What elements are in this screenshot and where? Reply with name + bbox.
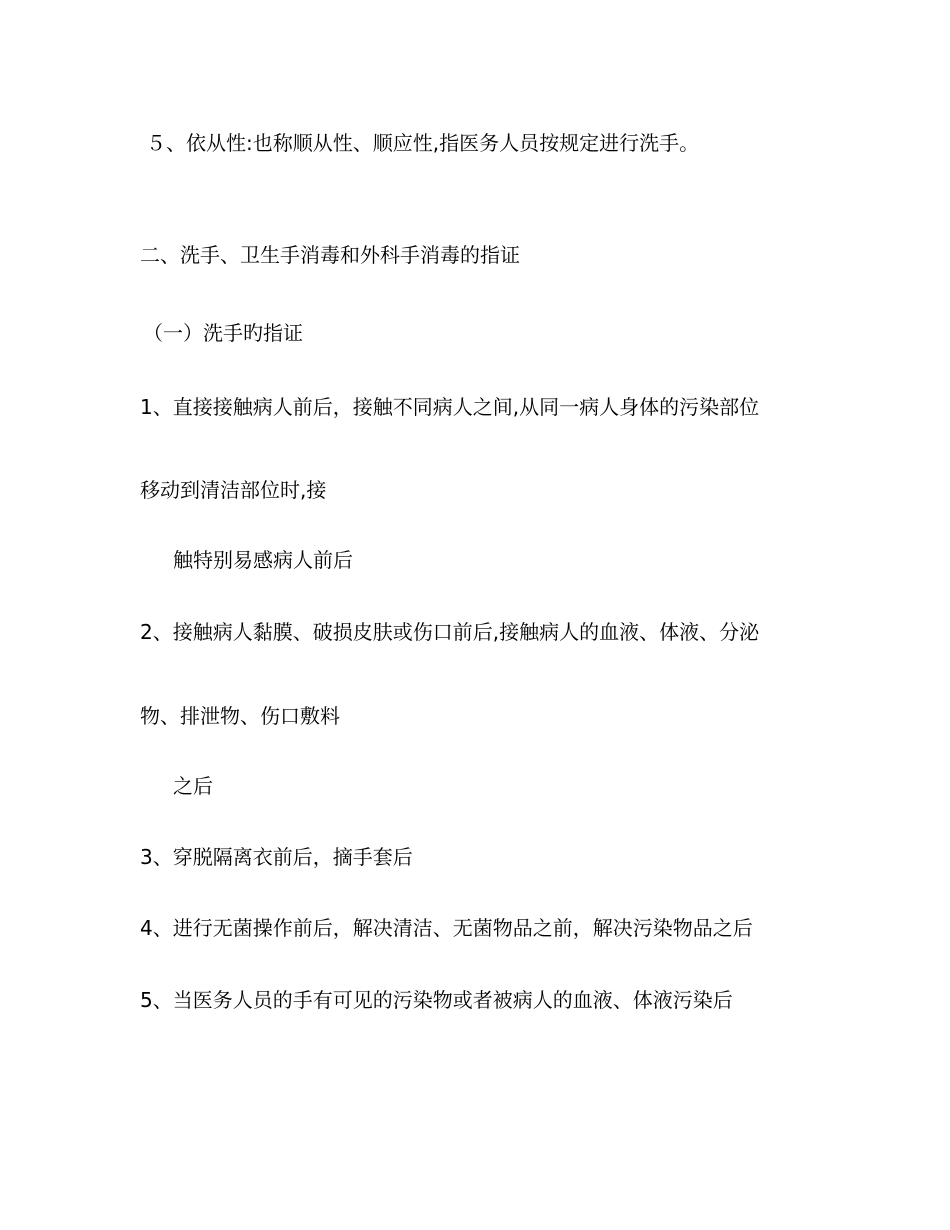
indication-2-line-3: 之后: [173, 774, 213, 798]
indication-4: 4、进行无菌操作前后，解决清洁、无菌物品之前，解决污染物品之后: [140, 916, 753, 940]
indication-1-line-1: 1、直接接触病人前后，接触不同病人之间,从同一病人身体的污染部位: [140, 395, 760, 419]
item-5-compliance: ５、依从性:也称顺从性、顺应性,指医务人员按规定进行洗手。: [146, 131, 700, 155]
section-2-heading: 二、洗手、卫生手消毒和外科手消毒的指证: [140, 243, 520, 267]
indication-2-line-2: 物、排泄物、伤口敷料: [140, 704, 340, 728]
indication-2-line-1: 2、接触病人黏膜、破损皮肤或伤口前后,接触病人的血液、体液、分泌: [140, 620, 760, 644]
indication-5: 5、当医务人员的手有可见的污染物或者被病人的血液、体液污染后: [140, 988, 733, 1012]
indication-3: 3、穿脱隔离衣前后，摘手套后: [140, 845, 413, 869]
indication-1-line-3: 触特别易感病人前后: [173, 548, 353, 572]
subsection-1-heading: （一）洗手旳指证: [143, 321, 303, 345]
indication-1-line-2: 移动到清洁部位时,接: [140, 478, 327, 502]
